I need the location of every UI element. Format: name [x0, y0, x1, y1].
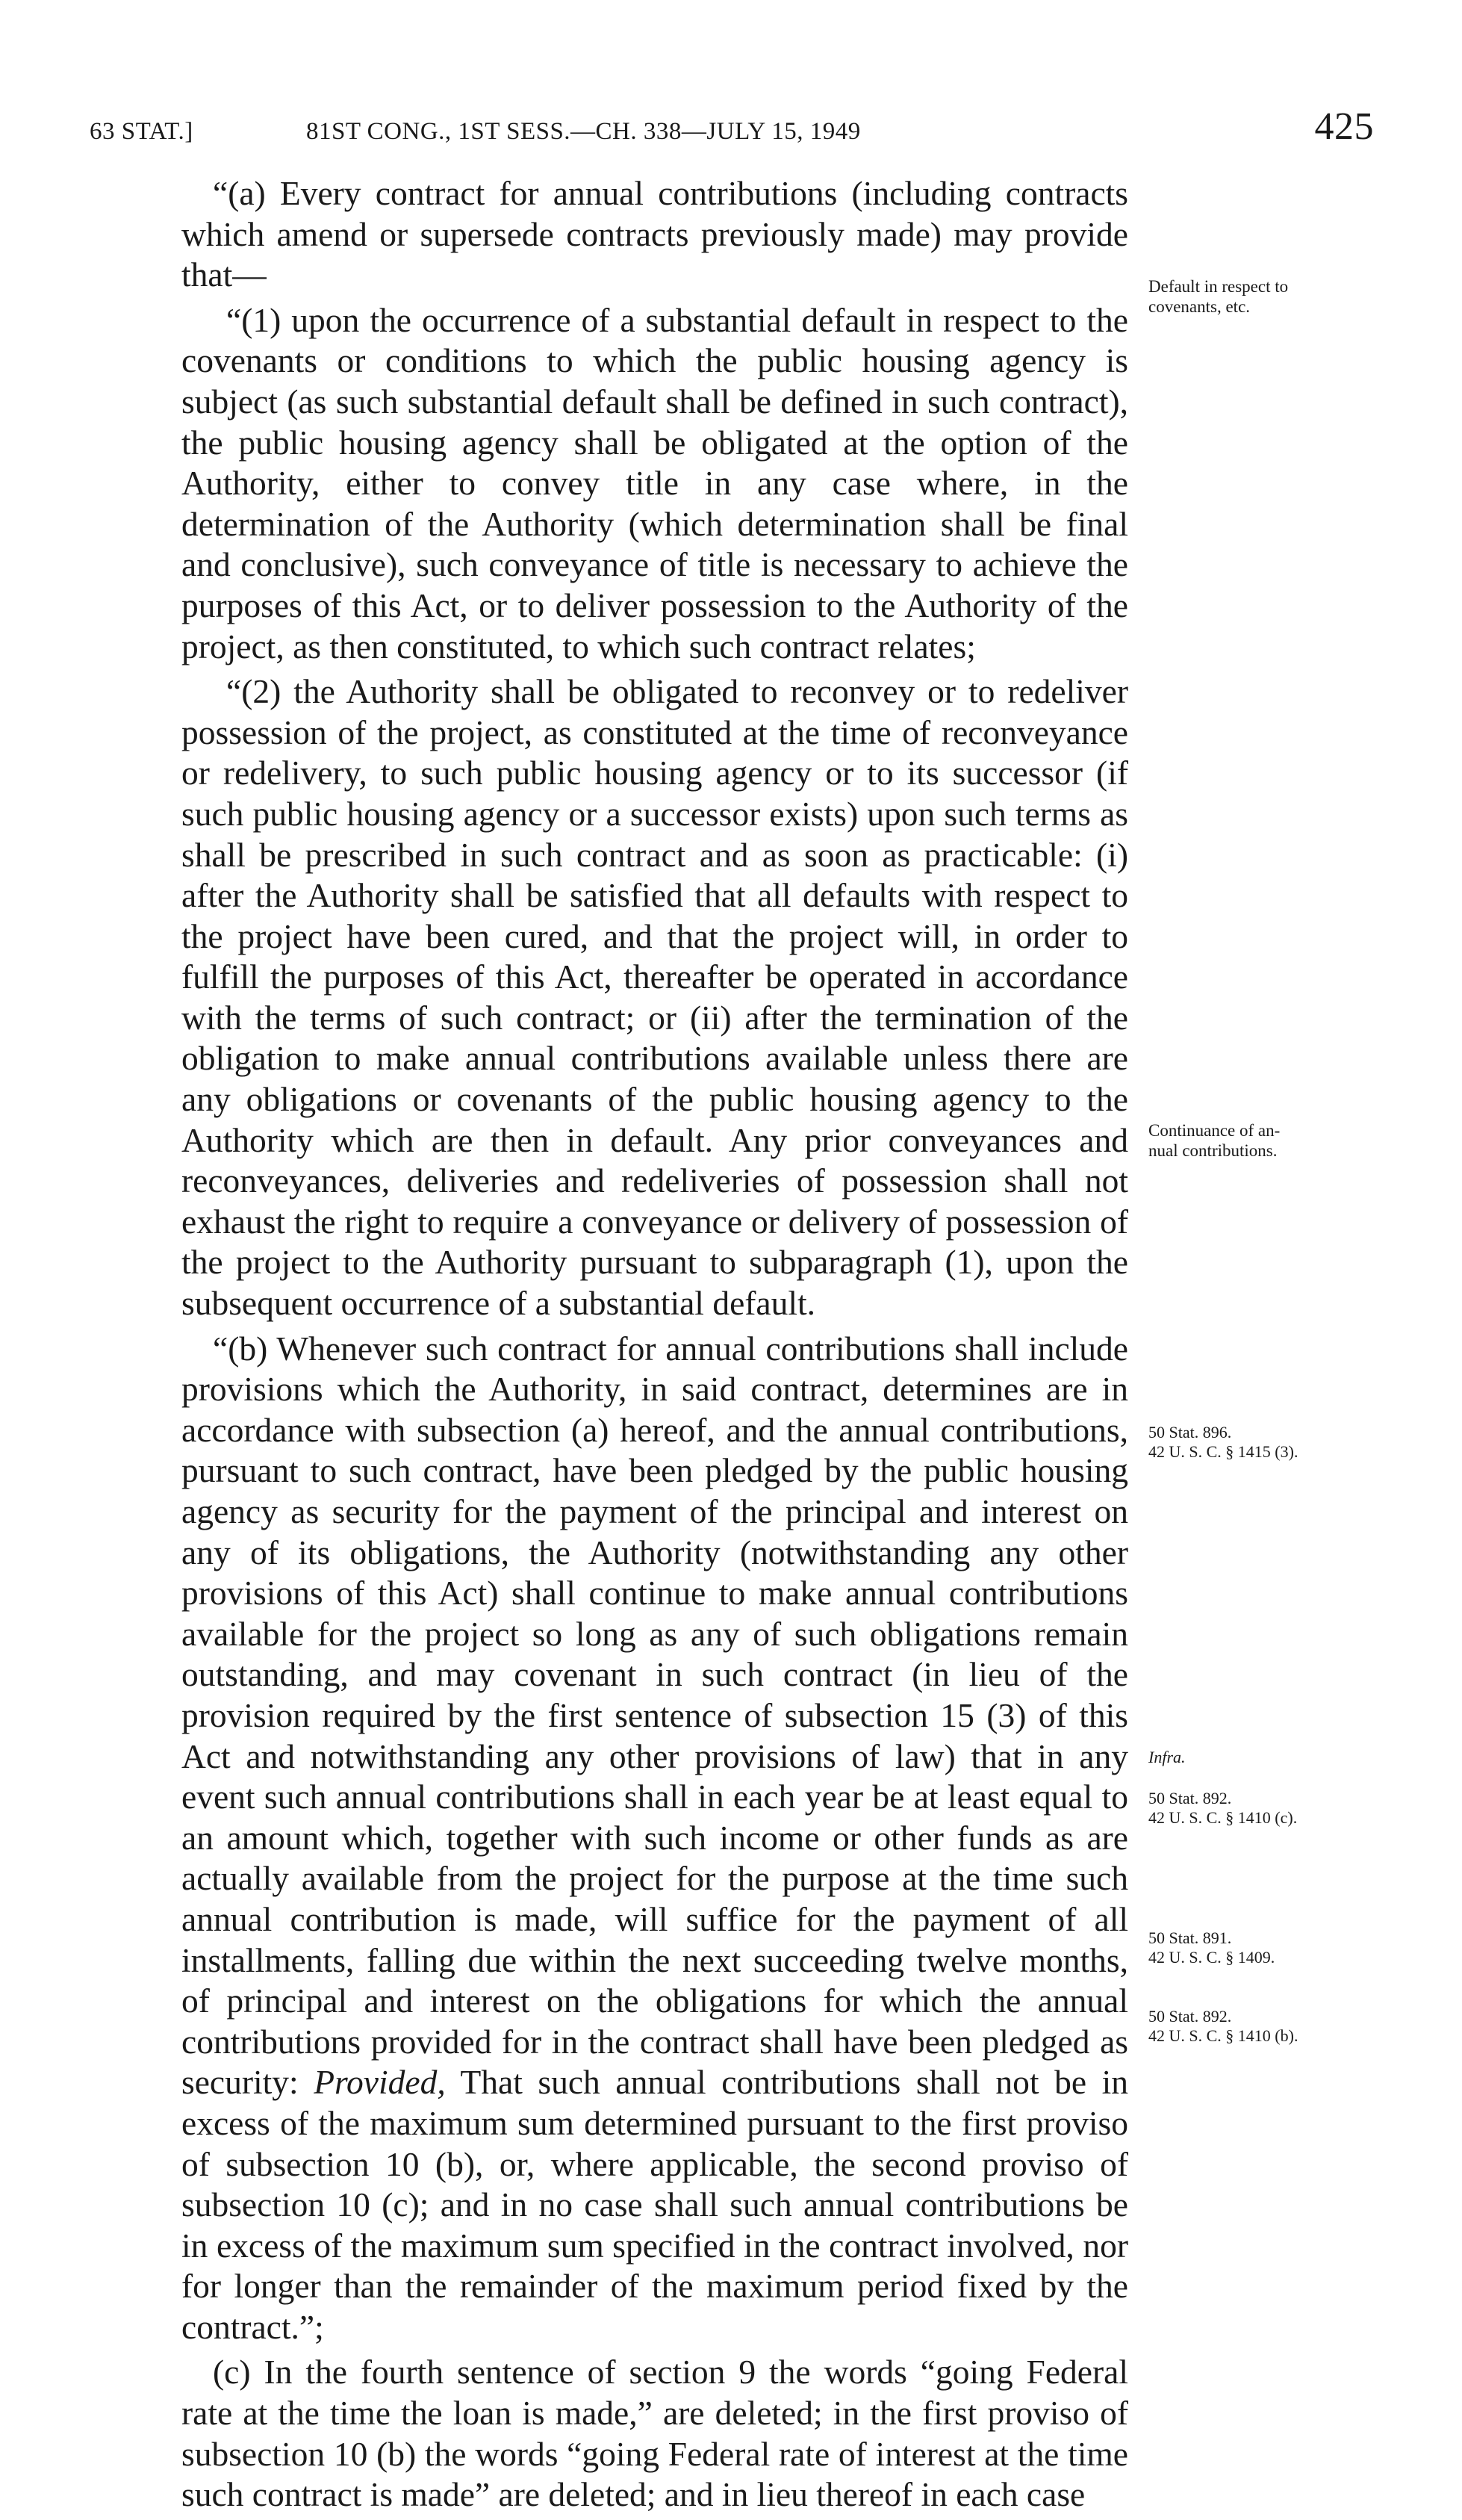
paragraph-b-main: “(b) Whenever such contract for annual contributions shall include provisions which the Authority, in said contract, determines are in accordance with subsection (a) hereof, and the annual contributions, pursuant to such contract, have been pledged by the public housing agency as security for the payment of the principal and interest on any of its obligations, the Authority (notwithstanding any other provisions of this Act) shall continue to make annual contributions available for the project so long as any of such obligations remain outstanding, and may covenant in such contract (in lieu of the provision required by the first sentence of subsection 15 (3) of this Act and notwithstanding any other provisions of law) that in any event such annual contributions shall in each year be at least equal to an amount which, together with such income or other funds as are actually available from the project for the purpose at the time such annual contribution is made, will suffice for the payment of all installments, falling due within the next succeeding twelve months, of principal and interest on the obligations for which the annual contributions provided for in the contract shall have been pledged as security: [181, 1329, 1128, 2102]
volume-reference: 63 STAT.] [90, 118, 193, 145]
margin-note-continuance [1148, 1120, 1280, 1161]
margin-note-line: covenants, etc. [1148, 297, 1251, 317]
subparagraph-1: “(1) upon the occurrence of a substantial default in respect to the covenants or conditions to which the public housing agency is subject (as such substantial default shall be defined in such contract), the public housing agency shall be obligated at the option of the Authority, either to convey title in any case where, in the determination of the Authority (which determination shall be final and conclusive), such conveyance of title is necessary to achieve the purposes of this Act, or to deliver possession to the Authority of the project, as then constituted, to which such contract relates; [181, 300, 1128, 665]
margin-note-infra: Infra. [1148, 1748, 1186, 1766]
margin-note-ref-1409 [1148, 1928, 1275, 1967]
provided-word: Provided, [314, 2063, 446, 2102]
margin-note-line: 50 Stat. 892. [1148, 2007, 1232, 2026]
paragraph-c: (c) In the fourth sentence of section 9 the words “going Federal rate at the time the loan is made,” are deleted; in the first proviso of subsection 10 (b) the words “going Federal rate of interest at the time such contract is made” are deleted; and in lieu thereof in each case [181, 2353, 1128, 2514]
paragraph-a: “(a) Every contract for annual contributions (including contracts which amend or supersede contracts previously made) may provide that— [181, 174, 1128, 294]
margin-note-line: Continuance of an- [1148, 1121, 1281, 1140]
margin-note-ref-1415 [1148, 1423, 1298, 1462]
page-number: 425 [1314, 105, 1374, 148]
margin-note-line: Default in respect to [1148, 277, 1289, 296]
margin-note-default [1148, 276, 1288, 317]
session-chapter-date: 81ST CONG., 1ST SESS.—CH. 338—JULY 15, 1949 [306, 118, 861, 145]
margin-note-line: 42 U. S. C. § 1409. [1148, 1947, 1275, 1967]
statute-body [181, 173, 1128, 2520]
margin-note-line: 42 U. S. C. § 1415 (3). [1148, 1441, 1298, 1461]
margin-note-line: 50 Stat. 896. [1148, 1423, 1232, 1441]
margin-note-line: 50 Stat. 892. [1148, 1789, 1232, 1807]
margin-note-ref-1410c [1148, 1789, 1297, 1828]
subparagraph-2: “(2) the Authority shall be obligated to reconvey or to redeliver possession of the project, as constituted at the time of reconveyance or redelivery, to such public housing agency or to its successor (if such public housing agency or a successor exists) upon such terms as shall be prescribed in such contract and as soon as practicable: (i) after the Authority shall be satisfied that all defaults with respect to the project have been cured, and that the project will, in order to fulfill the purposes of this Act, thereafter be operated in accordance with the terms of such contract; or (ii) after the termination of the obligation to make annual contributions available unless there are any obligations or covenants of the public housing agency to the Authority which are then in default. Any prior conveyances and reconveyances, deliveries and redeliveries of possession shall not exhaust the right to require a conveyance or delivery of possession of the project to the Authority pursuant to subparagraph (1), upon the subsequent occurrence of a substantial default. [181, 672, 1128, 1323]
margin-note-ref-1410b [1148, 2007, 1298, 2046]
running-header [90, 105, 1374, 157]
margin-note-line: 42 U. S. C. § 1410 (c). [1148, 1807, 1298, 1827]
paragraph-b [181, 1329, 1128, 2348]
margin-note-line: nual contributions. [1148, 1141, 1278, 1161]
margin-note-line: 50 Stat. 891. [1148, 1928, 1232, 1947]
paragraph-b-proviso: That such annual contributions shall not be in excess of the maximum sum determined pursuant to the first proviso of subsection 10 (b), or, where applicable, the second proviso of subsection 10 (c); and in no case shall such annual contributions be in excess of the maximum sum specified in the contract involved, nor for longer than the remainder of the maximum period fixed by the contract.”; [181, 2063, 1128, 2346]
margin-note-line: 42 U. S. C. § 1410 (b). [1148, 2026, 1298, 2045]
